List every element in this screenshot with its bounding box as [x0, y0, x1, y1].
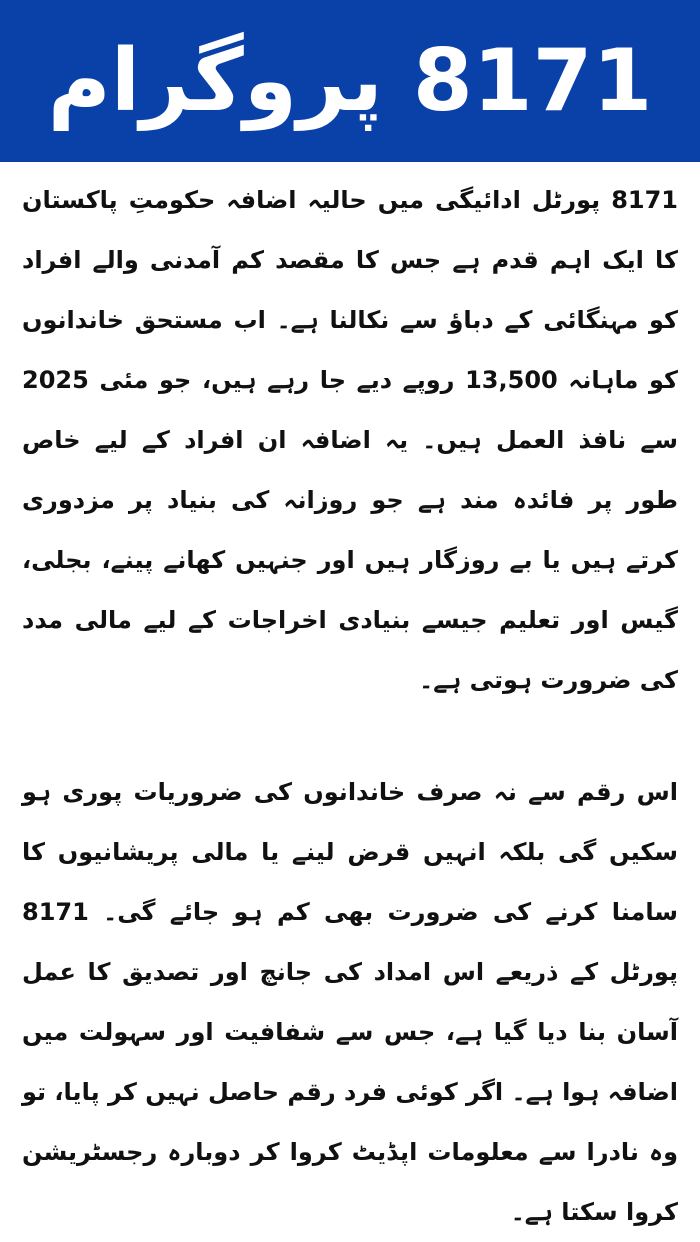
title-banner: [0, 0, 700, 162]
page-title: 8171 پروگرام: [47, 31, 653, 131]
article-body: [22, 170, 679, 1226]
article-paragraph: اس رقم سے نہ صرف خاندانوں کی ضروریات پوری ہو سکیں گی بلکہ انہیں قرض لینے یا مالی پریشانیوں کا سامنا کرنے کی ضرورت بھی کم ہو جائے گی۔ 8171 پورٹل کے ذریعے اس امداد کی جانچ اور تصدیق کا عمل آسان بنا دیا گیا ہے، جس سے شفافیت اور سہولت میں اضافہ ہوا ہے۔ اگر کوئی فرد رقم حاصل نہیں کر پایا، تو وہ نادرا سے معلومات اپڈیٹ کروا کر دوبارہ رجسٹریشن کروا سکتا ہے۔: [22, 778, 678, 1226]
article-paragraph: 8171 پورٹل ادائیگی میں حالیہ اضافہ حکومتِ پاکستان کا ایک اہم قدم ہے جس کا مقصد کم آمدنی والے افراد کو مہنگائی کے دباؤ سے نکالنا ہے۔ اب مستحق خاندانوں کو ماہانہ 13,500 روپے دیے جا رہے ہیں، جو مئی 2025 سے نافذ العمل ہیں۔ یہ اضافہ ان افراد کے لیے خاص طور پر فائدہ مند ہے جو روزانہ کی بنیاد پر مزدوری کرتے ہیں یا بے روزگار ہیں اور جنہیں کھانے پینے، بجلی، گیس اور تعلیم جیسے بنیادی اخراجات کے لیے مالی مدد کی ضرورت ہوتی ہے۔: [22, 186, 679, 694]
